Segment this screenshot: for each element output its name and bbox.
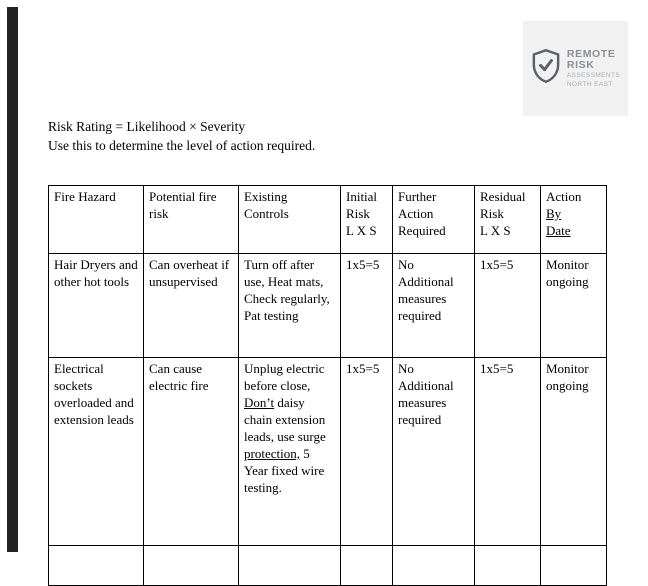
cell-fire-hazard: Electrical sockets overloaded and extension leads [49,358,144,546]
header-action-by-date: Action By Date [541,186,607,254]
table-row-hair-dryers [49,254,607,358]
cell-initial-risk: 1x5=5 [341,254,393,358]
cell-residual-risk: 1x5=5 [475,358,541,546]
logo-brand-line1: REMOTE [566,47,616,60]
header-initial-risk: Initial Risk L X S [341,186,393,254]
fire-risk-assessment-table [48,185,607,586]
cell-fire-hazard: Hair Dryers and other hot tools [49,254,144,358]
shield-check-icon [531,49,561,88]
logo-text [567,49,620,89]
header-existing-controls: Existing Controls [239,186,341,254]
header-residual-risk: Residual Risk L X S [475,186,541,254]
cell-existing-controls: Turn off after use, Heat mats, Check regularly, Pat testing [239,254,341,358]
company-logo [523,21,628,116]
table-row-electrical-sockets [49,358,607,546]
cell-further-action: No Additional measures required [393,358,475,546]
risk-rating-formula: Risk Rating = Likelihood × Severity [48,119,246,134]
header-potential-fire-risk: Potential fire risk [144,186,239,254]
cell-action-by-date: Monitor ongoing [541,254,607,358]
cell-potential-fire-risk: Can overheat if unsupervised [144,254,239,358]
cell-further-action: No Additional measures required [393,254,475,358]
cell-existing-controls: Unplug electric before close, Don’t daisy chain extension leads, use surge protection, 5 Year fixed wire testing. [239,358,341,546]
cell-potential-fire-risk: Can cause electric fire [144,358,239,546]
header-further-action: Further Action Required [393,186,475,254]
logo-brand-line2: RISK [566,58,595,71]
table-header-row [49,186,607,254]
cell-action-by-date: Monitor ongoing [541,358,607,546]
page-edge-strip [7,7,18,552]
cell-initial-risk: 1x5=5 [341,358,393,546]
intro-text [48,117,315,155]
cell-residual-risk: 1x5=5 [475,254,541,358]
risk-rating-instruction: Use this to determine the level of action required. [48,138,316,153]
logo-sub-line2: NORTH EAST [566,80,613,88]
logo-sub-line1: ASSESSMENTS [566,71,621,79]
header-fire-hazard: Fire Hazard [49,186,144,254]
